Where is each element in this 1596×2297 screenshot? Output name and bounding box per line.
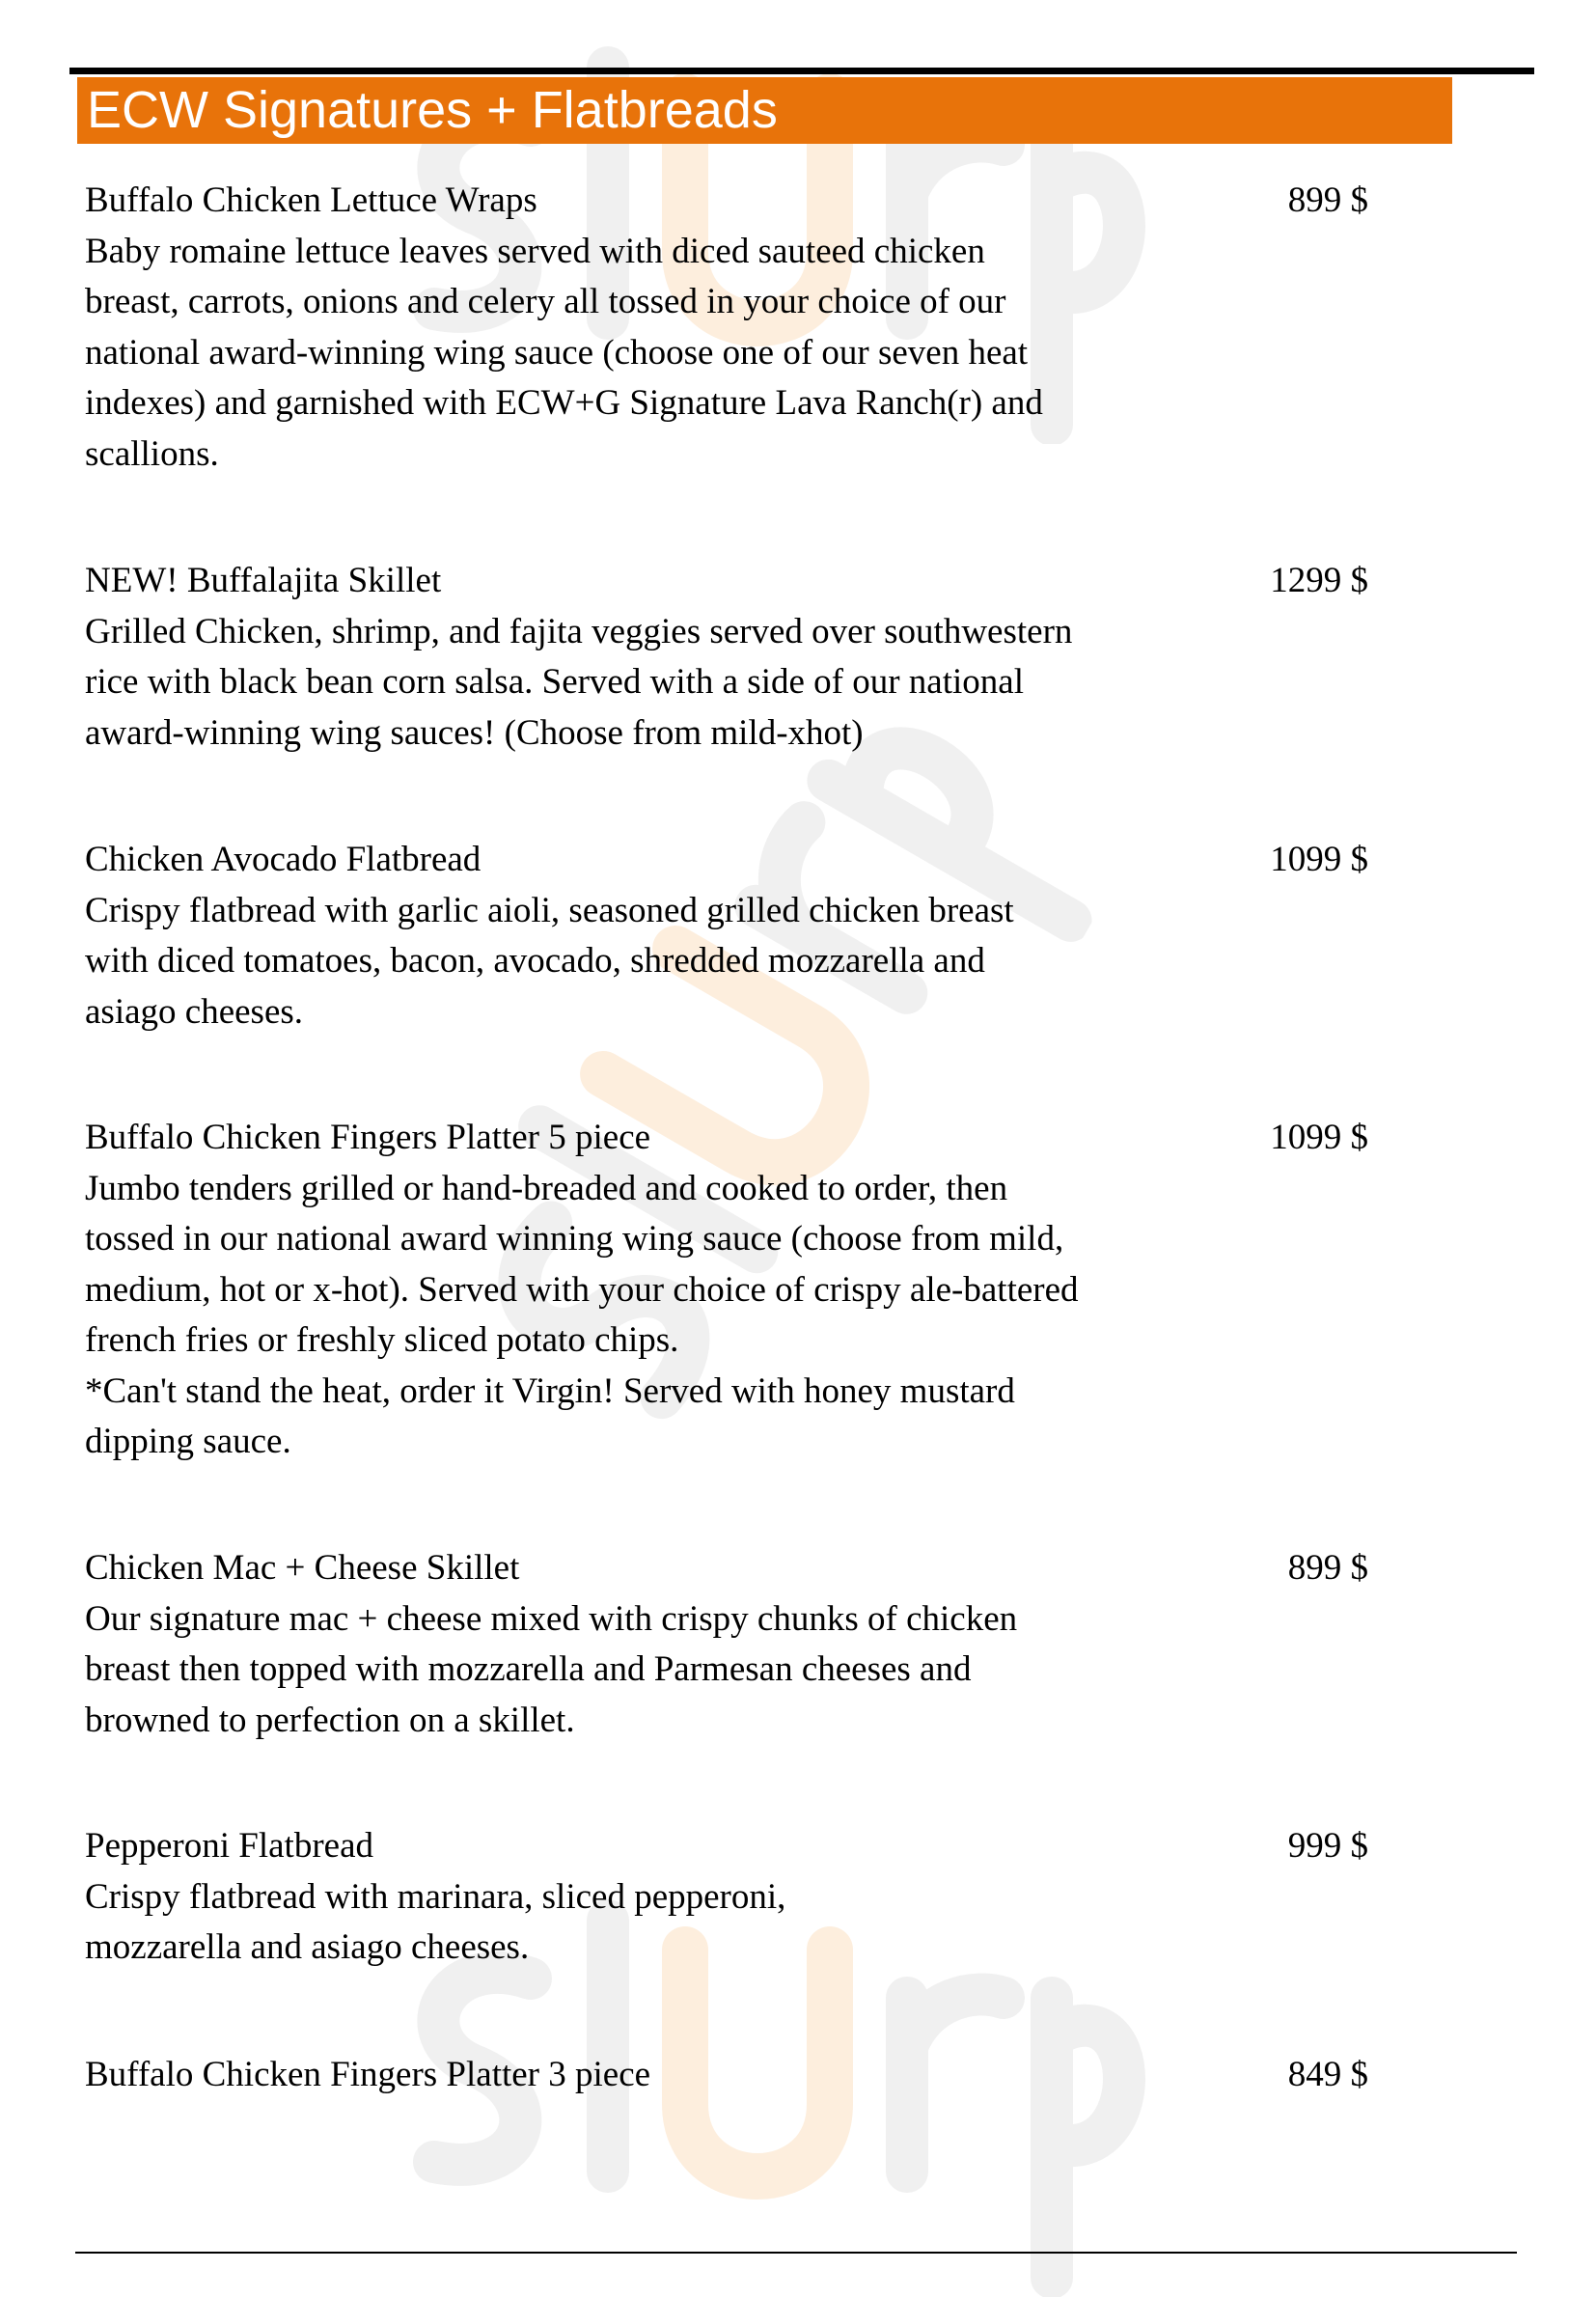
item-name: NEW! Buffalajita Skillet — [85, 561, 442, 600]
item-description-line: Crispy flatbread with garlic aioli, seasoned grilled chicken breast — [85, 890, 1014, 930]
menu-item — [85, 2050, 1368, 2101]
item-description-line: Our signature mac + cheese mixed with crispy chunks of chicken — [85, 1598, 1018, 1639]
item-description-line: mozzarella and asiago cheeses. — [85, 1927, 530, 1967]
item-description-line: french fries or freshly sliced potato chips. — [85, 1320, 679, 1360]
item-name: Buffalo Chicken Fingers Platter 3 piece — [85, 2055, 651, 2094]
menu-item — [85, 176, 1368, 480]
item-name: Buffalo Chicken Fingers Platter 5 piece — [85, 1118, 651, 1157]
item-price: 999 $ — [1287, 1826, 1368, 1866]
item-description-line: medium, hot or x-hot). Served with your choice of crispy ale-battered — [85, 1269, 1079, 1310]
menu-item — [85, 1113, 1368, 1468]
item-description-line: Grilled Chicken, shrimp, and fajita veggies served over southwestern — [85, 611, 1073, 651]
item-price: 899 $ — [1287, 1548, 1368, 1588]
menu-item — [85, 556, 1368, 759]
menu-item — [85, 1543, 1368, 1746]
item-description-line: dipping sauce. — [85, 1422, 291, 1461]
item-description-line: national award-winning wing sauce (choose one of our seven heat — [85, 332, 1029, 373]
item-name: Chicken Avocado Flatbread — [85, 840, 482, 879]
item-description-line: rice with black bean corn salsa. Served with a side of our national — [85, 662, 1024, 702]
item-description-line: award-winning wing sauces! (Choose from mild-xhot) — [85, 712, 864, 753]
item-description-line: breast, carrots, onions and celery all tossed in your choice of our — [85, 282, 1006, 321]
menu-item — [85, 835, 1368, 1038]
section-header — [77, 77, 1452, 144]
item-description-line: breast then topped with mozzarella and Parmesan cheeses and — [85, 1649, 972, 1689]
item-description-line: scallions. — [85, 433, 219, 474]
item-description-line: indexes) and garnished with ECW+G Signature Lava Ranch(r) and — [85, 383, 1043, 423]
top-divider — [69, 68, 1534, 74]
item-price: 849 $ — [1287, 2055, 1368, 2094]
item-price: 1299 $ — [1270, 561, 1368, 600]
item-price: 899 $ — [1287, 180, 1368, 220]
item-price: 1099 $ — [1270, 840, 1368, 879]
item-description-line: *Can't stand the heat, order it Virgin! Served with honey mustard — [85, 1370, 1015, 1411]
item-description-line: Crispy flatbread with marinara, sliced pepperoni, — [85, 1876, 786, 1917]
item-description-line: tossed in our national award winning wing sauce (choose from mild, — [85, 1219, 1064, 1259]
item-name: Pepperoni Flatbread — [85, 1826, 373, 1866]
item-description-line: browned to perfection on a skillet. — [85, 1700, 575, 1740]
item-description-line: asiago cheeses. — [85, 991, 304, 1032]
item-description-line: Jumbo tenders grilled or hand-breaded and cooked to order, then — [85, 1168, 1008, 1208]
item-name: Buffalo Chicken Lettuce Wraps — [85, 180, 537, 220]
bottom-divider — [75, 2252, 1517, 2254]
menu-item — [85, 1821, 1368, 1974]
section-title: ECW Signatures + Flatbreads — [87, 81, 778, 139]
item-name: Chicken Mac + Cheese Skillet — [85, 1548, 520, 1588]
item-price: 1099 $ — [1270, 1118, 1368, 1157]
item-description-line: with diced tomatoes, bacon, avocado, shredded mozzarella and — [85, 941, 985, 981]
item-description-line: Baby romaine lettuce leaves served with diced sauteed chicken — [85, 231, 985, 271]
